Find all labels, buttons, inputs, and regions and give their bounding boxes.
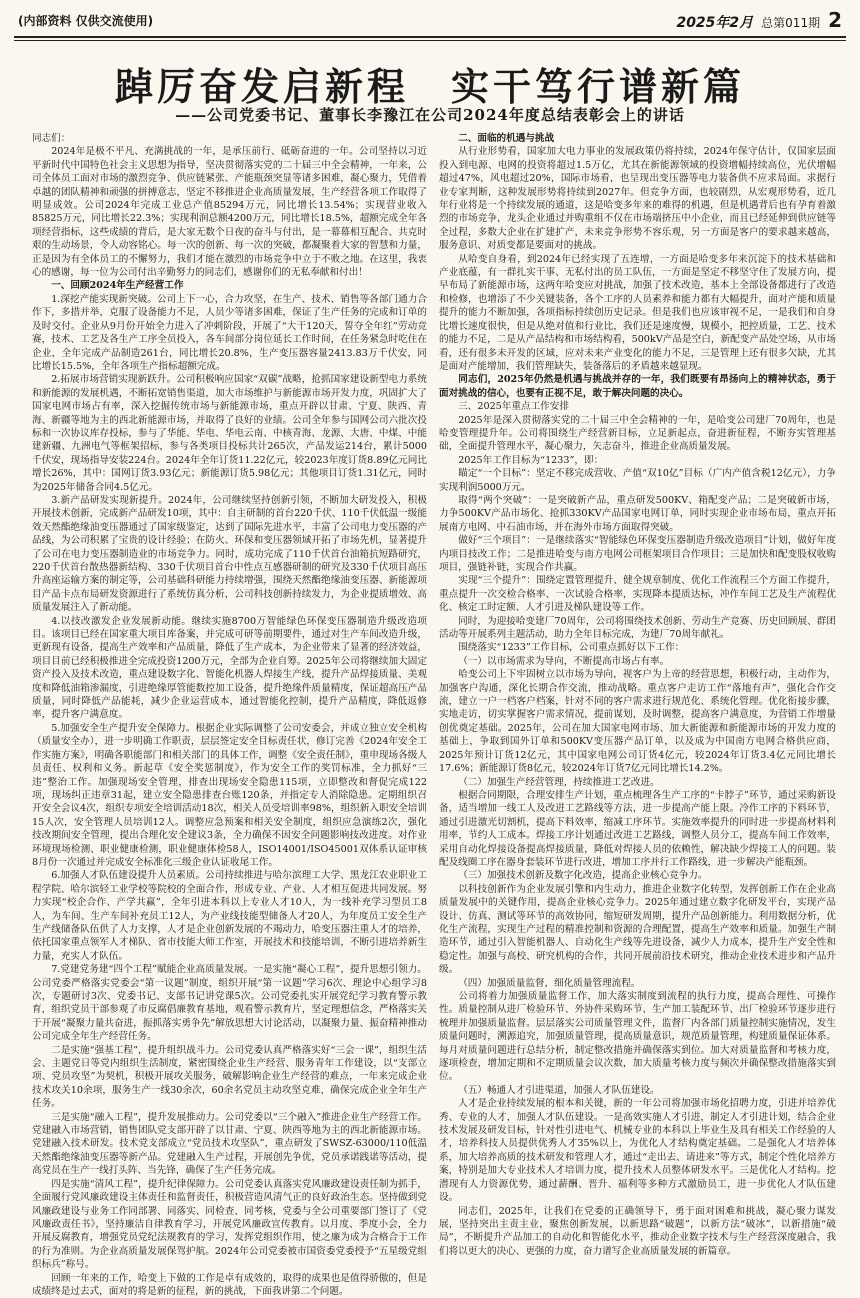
paragraph: （二）加强生产经营管理，持续推进工艺改进。 — [458, 776, 660, 788]
paragraph: 同志们： — [32, 133, 71, 144]
paragraph: 2024年是极不平凡、充满挑战的一年，是承压前行、砥砺奋进的一年。公司坚持以习近平新时代中国特色社会主义思想为指导，坚决贯彻落实党的二十届三中全会精神，一年来，公司全体员工面对市场的激烈竞争、供应链紧张、产能瓶颈突显等诸多困难，凝心聚力，凭借着卓越的团队精神和顽强的拼搏意志，坚定不移推进企业高质量发展，生产经营各项工作取得了明显成效。公司2024年完成工业总产值85294万元，同比增长13.54%；实现营业收入85825万元，同比增长22.3%；实现利润总额4200万元，同比增长18.5%，超额完成全年各项经营指标，这些成绩的背后，是大家无数个日夜的奋斗与付出，是一幕幕相互配合、共克时艰的生动场景，令人动容铭心。每一次的创新、每一次的突破，都凝聚着大家的智慧和力量，正是因为有全体员工的不懈努力，我们才能在激烈的市场竞争中立于不败之地。在这里，我衷心的感谢，每一位为公司付出辛勤努力的同志们，感谢你们的无私奉献和付出！ — [32, 146, 427, 279]
paragraph: 二是实施“强基工程”，提升组织战斗力。公司党委认真严格落实好“三会一课”，组织生活会、主题党日等党内组织生活制度，紧密围绕企业生产经营、服务青年工作建设，以“支部立项、党员攻坚”为契机，积极开展攻关服务，破解影响企业生产经营的难点，一年来完成企业技术攻关10余项，服务生产一线30余次，60余名党员主动攻坚克难，确保完成企业全年生产任务。 — [32, 1044, 427, 1110]
header-rule-thin — [14, 40, 846, 41]
paragraph: 公司将着力加强质量监督工作，加大落实制度到流程的执行力度，提高合理性、可操作性。质量控制从进厂检验环节、外协件采购环节、生产加工装配环节、出厂检验环节逐步进行梳理并加强质量监督。层层落实公司质量管理文件，监督厂内各部门质量控制实施情况，发生质量问题时，溯源追究，加强质量管理，提高质量意识，规范质量管理，构建质量保证体系。每月对质量问题进行总结分析，制定整改措施并确保落实到位。加大对质量监督和考核力度，逐项检查，增加定期和不定期质量会议次数，加大质量考核力度与频次并确保整改措施落实到位。 — [439, 991, 836, 1083]
paragraph: 根据合同期限，合理安排生产计划，重点梳理各生产工序的“卡脖子”环节，通过采购新设备，适当增加一线工人及改进工艺路线等方法，进一步提高产能上限。冷作工序的下料环节，通过引进激光切割机，提高下料效率，缩减工序环节。实施效率提升的同时进一步提高材料利用率，节约人工成本。焊接工序计划通过改进工艺路线，调整人员分工，提高车间工作效率，采用自动化焊接设备提高焊接质量，降低对焊接人员的依赖性，解决缺少焊接工人的问题。装配及线圈工序在器身套装环节进行改进，增加工序并行工作路线，进一步解决产能瓶颈。 — [439, 789, 836, 868]
paragraph: 2025年是深入贯彻落实党的二十届三中全会精神的一年，是哈变公司建厂70周年，也是哈变管理提升年。公司将围绕生产经营新目标，立足新起点，奋进新征程，不断夯实管理基础，全面提升管理水平，凝心聚力，矢志奋斗，推进企业高质量发展。 — [439, 414, 836, 453]
article-subtitle: ——公司党委书记、董事长李豫江在公司2024年度总结表彰会上的讲话 — [175, 106, 685, 124]
header-issue-number: 总第011期 — [761, 16, 821, 30]
paragraph: 同志们，2025年仍然是机遇与挑战并存的一年，我们既要有昂扬向上的精神状态，勇于面对挑战的信心，也要有正视不足，敢于解决问题的决心。 — [439, 374, 836, 399]
article-column-left — [32, 132, 427, 1297]
paragraph: 6.加强人才队伍建设提升人员素质。公司持续推进与哈尔滨理工大学、黑龙江农业职业工程学院、哈尔滨轻工业学校等院校的全面合作，形成专业、产业、人才相互促进共同发展。努力实现“校企合作、产学共赢”，全年引进本科以上专业人才10人，为一线补充学习型员工8人，为车间、生产车间补充员工12人，为产业线技能型储备人才20人，为年度员工安全生产生产线储备队伍供了人力支撑，人才是企业创新发展的不竭动力，哈变压器注重人才的培养，依托国家重点领军人才梯队、省市技能大师工作室，开展技术和技能培训，不断引进培养新生力量，充实人才队伍。 — [32, 870, 427, 962]
paragraph: 从行业形势看，国家加大电力事业的发展政策仍将持续，2024年保守估计，仅国家层面投入到电源、电网的投资将超过1.5万亿，尤其在新能源领域的投资增幅持续高位，光伏增幅超过47%，风电超过20%，国际市场看，也呈现出变压器等电力装备供不应求局面。求据行业专家判断，这种发展形势将持续到2027年。但竞争方面，也较剧烈，从宏观形势看，近几年行业将是一个持续发展的通道，这是哈变多年来的难得的机遇，但是机遇背后也有孕育着激烈的市场竞争，龙头企业通过并购重组不仅在市场端挤压中小企业，而且已经延伸到供应链等全过程，多数大企业在扩建扩产，未来竞争形势不容乐观，另一方面是客户的要求越来越高，服务意识、对质变都是要面对的挑战。 — [439, 146, 836, 252]
paragraph: 3.新产品研发实现新提升。2024年，公司继续坚持创新引领，不断加大研发投入，积极开展技术创新，完成新产品研发10项，其中：自主研制的首台220千伏、110千伏低温一级能效天然酯绝缘油变压器通过了国家级鉴定，达到了国际先进水平，丰富了公司电力变压器的产品线，为公司积累了宝贵的设计经验；在防火、环保和变压器领域开拓了市场先机，显著提升了公司在电力变压器制造业的市场竞争力。同时，成功完成了110千伏首台油箱抗短路研究，220千伏首台散热器新结构、330千伏项目首台中性点互感器研制的研究及330千伏项目高压升高座运输方案的制定等，公司基础科研能力持续增强，围绕天然酯绝缘油变压器、新能源项目产品卡点布局研发资源进行了系统仿真分析，公司科技创新持续发力，为企业提质增效、高质量发展注入了新动能。 — [32, 494, 427, 614]
paragraph: 从哈变自身看，到2024年已经实现了五连增，一方面是哈变多年来沉淀下的技术基础和产业底蕴，有一群扎实干事、无私付出的员工队伍，一方面是坚定不移坚守住了发展方向，提早布局了新能源市场，这两年哈变应对挑战，加强了技术改造，基本上全部设备都进行了改造和检修，也增添了不少关键装备，各个工序的人员素养和能力都有大幅提升，面对产能和质量提升的能力不断加强，各项指标持续创历史记录。但是我们也应该审视不足，一是我们和自身比增长速度很快，但是从绝对值和行业比，我们还是速度慢，规模小，把控质量，工艺、技术的能力不足，二是从产品结构和市场结构看，500kV产品是空白，新配变产品处空场，从市场看，还有很多未开发的区域，应对未来产业变化的能力不足，三是管理上还有很多欠缺，尤其是面对产能增加，我们管理缺失，装备落后的矛盾越来越显现。 — [439, 253, 836, 372]
paragraph: 7.党建党务建“四个工程”赋能企业高质量发展。一是实施“凝心工程”，提升思想引领力。公司党委严格落实党委会“第一议题”制度，组织开展“第一议题”学习6次、理论中心组学习8次，专题研讨3次、党委书记、支部书记讲党课5次。公司党委扎实开展党纪学习教育警示教育，组织党员干部参观了市反腐倡廉教育基地，观看警示教育片，坚定理想信念，严格落实关于开展“凝聚力量共奋进，振抓落实勇争先”解放思想大讨论活动，以凝聚力量、振奋精神推动公司完成全年生产经营任务。 — [32, 964, 427, 1043]
paragraph: 2025年工作目标为“1233”，即： — [458, 454, 604, 466]
paragraph: 一、回顾2024年生产经营工作 — [51, 280, 184, 292]
paragraph: （四）加强质量监督，细化质量管理流程。 — [458, 977, 641, 989]
paragraph: 四是实施“清风工程”，提升纪律保障力。公司党委认真落实党风廉政建设责任制为抓手，全面履行党风廉政建设主体责任和监督责任，积极营造风清气正的良好政治生态。坚持做到党风廉政建设与业务工作同部署、同落实、同检查、同考核，党委与全公司重要部门签订了《党风廉政责任书》，坚持廉洁自律教育学习，开展党风廉政宣传教育。以月度、季度小会，全力开展反腐教育，增强党员党纪法规教育的学习，发挥党组织作用，使之廉为成为合格合于工作的行为准则。为企业高质量发展保驾护航。2024年公司党委被市国资委党委授予“五星级党组织标兵”称号。 — [32, 1178, 427, 1271]
paragraph: 人才是企业持续发展的根本和关键，新的一年公司将加强市场化招聘力度，引进并培养优秀、专业的人才，加强人才队伍建设。一是高效实施人才引进，制定人才引进计划，结合企业技术发展及研发目标，针对性引进电气、机械专业的本科以上毕业生及具有相关工作经验的人才，培养科技人员提供优秀人才35%以上，为优化人才结构奠定基础。二是强化人才培养体系，加大培养高质的技术研发和管理人才，通过“走出去、请进来”等方式，制定个性化培养方案，特别是加大专业技术人才培训力度，提升技术人员整体研发水平。三是优化人才结构。挖潜现有人力资源优势，通过薪酬、晋升、福利等多种方式激励员工，进一步优化人才队伍建设。 — [439, 1098, 836, 1204]
article-column-right — [439, 132, 836, 1257]
page-number: 2 — [828, 8, 842, 32]
paragraph: 2.拓展市场营销实现新跃升。公司积极响应国家“双碳”战略，抢抓国家建设新型电力系统和新能源的发展机遇，不断拓宽销售渠道，加大市场维护与新能源市场开发力度，巩固扩大了国家电网市场占有率，深入挖掘传统市场与新能源市场，重点开辟以甘肃、宁夏、陕西、青海、新疆等地为主的西北新能源市场，并取得了良好的业绩。公司全年参与国网公司六批次投标和一次协议库存投标，参与了华能、华电、华电云南、中核青海、龙源、大唐、中煤、中能建新疆、九洲电气等框架招标，参与各类项目投标共计265次，产品发运214台，累计5000千伏安，现场指导安装224台。2024年全年订货11.22亿元，较2023年度订货8.89亿元同比增长26%，其中：国网订货3.93亿元；新能源订货5.98亿元；其他项目订货1.31亿元，同时为2025年储备合同4.5亿元。 — [32, 374, 427, 493]
header-note: (内部资料 仅供交流使用) — [18, 13, 154, 28]
paragraph: 三是实施“融入工程”，提升发展推动力。公司党委以“三个融入”推进企业生产经营工作。党建融入市场营销，销售团队党支部开辟了以甘肃、宁夏、陕西等地为主的西北新能源市场。党建融入技术研发。技术党支部成立“党员技术攻坚队”，重点研发了SWSZ-63000/110低温天然酯绝缘油变压器等新产品。党建融入生产过程，开展创先争优，党员承诺践诺等活动，提高党员在生产一线打头阵、当先锋，确保了生产任务完成。 — [32, 1111, 427, 1177]
paragraph: 同时，为迎接哈变建厂70周年，公司将围绕技术创新、劳动生产竞赛、历史回顾展、群团活动等开展系列主题活动，助力全年目标完成，为建厂70周年献礼。 — [439, 615, 836, 641]
paragraph: 实现“三个提升”：围绕定置管理提升、健全规章制度、优化工作流程三个方面工作提升，重点提升一次交检合格率、一次试验合格率，实现降本提质达标，冲作车间工艺及生产流程优化、核定工时定额、人才引进及梯队建设等工作。 — [439, 575, 836, 614]
paragraph: 取得“两个突破”：一是突破新产品，重点研发500KV、箱配变产品；二是突破新市场，力争500KV产品市场化、抢抓330KV产品国家电网订单，同时实现企业市场布局，重点开拓展南方电网、中石油市场，并在海外市场方面取得突破。 — [439, 494, 836, 533]
header-date: 2025年2月 — [676, 15, 754, 31]
paragraph: 回顾一年来的工作，哈变上下做的工作是卓有成效的，取得的成果也是值得骄傲的，但是成绩终是过去式，面对的将是新的征程，新的挑战，下面我讲第二个问题。 — [32, 1272, 427, 1297]
paragraph: （五）畅通人才引进渠道，加强人才队伍建设。 — [458, 1084, 660, 1096]
page-header — [18, 6, 842, 34]
paragraph: 瞄定“一个目标”：坚定不移完成营收、产值“双10亿”目标（广内产值含税12亿元），力争实现利润5000万元。 — [439, 468, 836, 493]
paragraph: 同志们，2025年，让我们在党委的正确领导下，勇于面对困难和挑战，凝心聚力谋发展，坚持突出主责主业，聚焦创新发展，以新思路“破题”，以新方法“破冰”，以新措施“破局”，不断提升产品加工的自动化和智能化水平，推动企业数字技术与生产经营深度融合，我们将以更大的决心、更强的力度，奋力谱写企业高质量发展的新篇章。 — [439, 1205, 836, 1257]
header-rule — [14, 36, 846, 38]
article-title: 踔厉奋发启新程 实干笃行谱新篇 — [114, 64, 745, 109]
paragraph: （一）以市场需求为导向，不断提高市场占有率。 — [458, 655, 670, 667]
paragraph: 以科技创新作为企业发展引擎和内生动力，推进企业数字化转型，发挥创新工作在企业高质量发展中的关键作用，提高企业核心竞争力。2025年通过建立数字化研发平台，实现产品设计、仿真、测试等环节的高效协同，缩短研发周期，提升产品创新能力。利用数据分析，优化生产流程，实现生产过程的精准控制和资源的合理配置，提高生产效率和质量。加强生产制造环节，通过引入智能机器人、自动化生产线等先进设备，减少人力成本，提升生产安全性和稳定性。加强与高校、研究机构的合作，共同开展前沿技术研究，推动企业技术进步和产品升级。 — [439, 883, 836, 976]
paragraph: 1.深挖产能实现新突破。公司上下一心，合力攻坚，在生产、技术、销售等各部门通力合作下，多措并举，克服了设备能力不足，人员少等诸多困难，保证了生产任务的完成和订单的及时交付。企业从9月份开始全力进入了冲刺阶段，开展了“大干120天，誓夺全年红”劳动竞赛，技术、工艺及各生产工序全员投入，各车间部分岗位延长工作时间，在任务紧急时吃住在企业，全年完成产品制造261台，同比增长20.8%，生产变压器容量2413.83万千伏安，同比增长15.5%，全年各项生产指标超额完成。 — [32, 293, 427, 372]
paragraph: 做好“三个项目”：一是继续落实“智能绿色环保变压器制造升级改造项目”计划，做好年度内项目技改工作；二是推进哈变与南方电网公司框架项目合作项目；三是加快和配变股权收购项目，强链补链，实现合作共赢。 — [439, 535, 836, 573]
paragraph: 5.加强安全生产提升安全保障力。根据企业实际调整了公司安委会，并成立独立安全机构（质量安全办），进一步明确工作职责，层层签定安全目标责任状，修订完善《2024年安全工作实施方案》，明确各职能部门和相关部门的具体工作，调整《安全责任制》，重申现场各级人员责任、权利和义务。新起草《安全奖惩制度》，作为安全工作的奖罚标准，全力抓好“三违”整治工作。加强现场安全管理，排查出现场安全隐患115项，立即整改和督促完成122项，现场纠正违章31起，建立安全隐患排查台账120条，并指定专人消除隐患。定期组织召开安全会议4次，组织专项安全培训活动18次，相关人员受培训率98%，组织新入职安全培训15人次，安全管理人员培训12人。调整应急预案和相关安全制度，组织应急演练2次，强化技改期间安全管理，提出合理化安全建议3条，全力确保不因安全问题影响技改进度。对作业环境现场检测、职业健康检测，职业健康体检58人，ISO14001/ISO45001双体系认证审核8月份一次通过并完成安全标准化三级企业认证收尾工作。 — [32, 722, 427, 868]
header-issue-info — [676, 8, 842, 32]
paragraph: （三）加强技术创新及数字化改造，提高企业核心竞争力。 — [458, 870, 708, 882]
paragraph: 二、面临的机遇与挑战 — [458, 133, 555, 144]
paragraph: 三、2025年重点工作安排 — [458, 401, 569, 413]
paragraph: 哈变公司上下牢固树立以市场为导向，视客户为上帝的经营思想，积极行动，主动作为，加强客户沟通，深化长期合作交流，推动战略。重点客户走访工作“落地有声”，强化合作交流，建立一户一档客户档案，针对不同的客户需求进行规范化、系统化管理。优化衔接步骤，实地走访，切实掌握客户需求情况，提前谋划，及时调整，提高客户满意度，为营销工作增量创优奠定基础。2025年，公司在加大国家电网市场、加大新能源和新能源市场的开发力度的基础上，争取到国外订单和500KV变压器产品订单，以及成为中国南方电网合格供应商，2025年预计订货12亿元，其中国家电网公司订货4亿元，较2024年订货3.4亿元同比增长17.6%；新能源订货8亿元，较2024年订货7亿元同比增长14.2%。 — [439, 669, 836, 775]
paragraph: 4.以技改激发企业发展新动能。继续实施8700万智能绿色环保变压器制造升级改造项目。该项目已经在国家重大项目库备案，并完成可研等前期要件，通过对生产车间改造升级，更新现有设备，提高生产效率和产品质量，降低了生产成本，为企业带来了显著的经济效益，项目目前已经积极推进全完成投资1200万元，全部为企业自筹。2025年公司将继续加大固定资产投入及技术改造，重点建设数字化、智能化机器人焊接生产线，提升产品焊接质量、美观度和降低油箱渗漏度，引进绝缘厚管能数控加工设备，提升绝缘件质量精度，保证超高压产品质量，同时降低产品能耗，减少企业运营成本，通过智能化控制，提升产品精度，降低返修率，提升客户满意度。 — [32, 615, 427, 721]
paragraph: 围绕落实“1233”工作目标，公司重点抓好以下工作： — [458, 642, 685, 654]
